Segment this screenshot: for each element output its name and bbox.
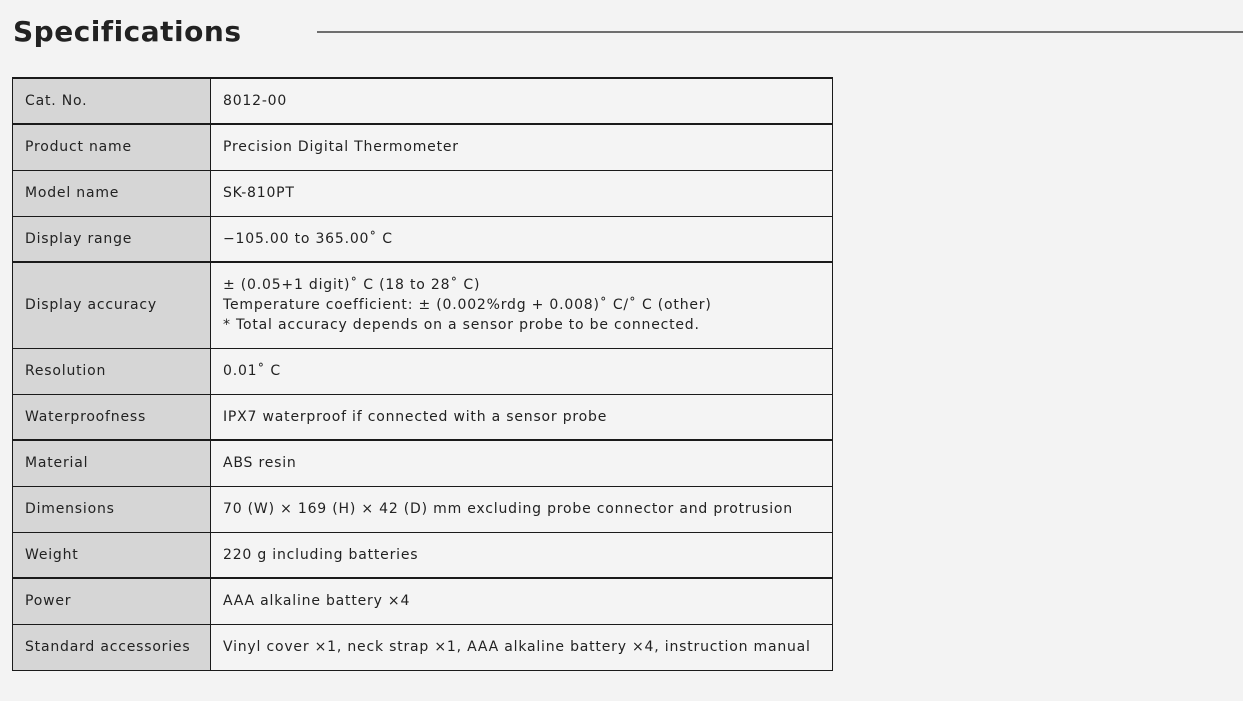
spec-value: −105.00 to 365.00˚ C (211, 216, 833, 262)
spec-row-standard-accessories (13, 624, 833, 670)
spec-row-display-range (13, 216, 833, 262)
spec-row-waterproofness (13, 394, 833, 440)
spec-label: Resolution (13, 348, 211, 394)
temperature-coefficient-line: Temperature coefficient: ± (0.002%rdg + 0.008)˚ C/˚ C (other) (223, 297, 712, 314)
spec-value: 70 (W) × 169 (H) × 42 (D) mm excluding probe connector and protrusion (211, 486, 833, 532)
spec-label: Power (13, 578, 211, 624)
spec-label: Material (13, 440, 211, 486)
spec-row-material (13, 440, 833, 486)
accuracy-line: ± (0.05+1 digit)˚ C (18 to 28˚ C) (223, 277, 481, 294)
spec-value: SK-810PT (211, 170, 833, 216)
page-title: Specifications (13, 15, 242, 48)
spec-label: Display accuracy (13, 262, 211, 348)
spec-label: Weight (13, 532, 211, 578)
spec-label: Display range (13, 216, 211, 262)
spec-value: 8012-00 (211, 78, 833, 124)
spec-row-dimensions (13, 486, 833, 532)
spec-row-resolution (13, 348, 833, 394)
spec-value: 0.01˚ C (211, 348, 833, 394)
spec-label: Cat. No. (13, 78, 211, 124)
spec-label: Waterproofness (13, 394, 211, 440)
spec-row-power (13, 578, 833, 624)
spec-value (211, 262, 833, 348)
spec-label: Standard accessories (13, 624, 211, 670)
spec-value: ABS resin (211, 440, 833, 486)
spec-value: 220 g including batteries (211, 532, 833, 578)
spec-label: Dimensions (13, 486, 211, 532)
spec-row-display-accuracy (13, 262, 833, 348)
spec-row-product-name (13, 124, 833, 170)
spec-row-weight (13, 532, 833, 578)
spec-label: Product name (13, 124, 211, 170)
heading-divider (317, 31, 1243, 33)
spec-row-cat-no (13, 78, 833, 124)
specifications-table (12, 77, 833, 671)
accuracy-note-line: * Total accuracy depends on a sensor probe to be connected. (223, 317, 700, 334)
spec-value: AAA alkaline battery ×4 (211, 578, 833, 624)
spec-label: Model name (13, 170, 211, 216)
spec-row-model-name (13, 170, 833, 216)
spec-value: IPX7 waterproof if connected with a sensor probe (211, 394, 833, 440)
spec-value: Vinyl cover ×1, neck strap ×1, AAA alkaline battery ×4, instruction manual (211, 624, 833, 670)
spec-value: Precision Digital Thermometer (211, 124, 833, 170)
